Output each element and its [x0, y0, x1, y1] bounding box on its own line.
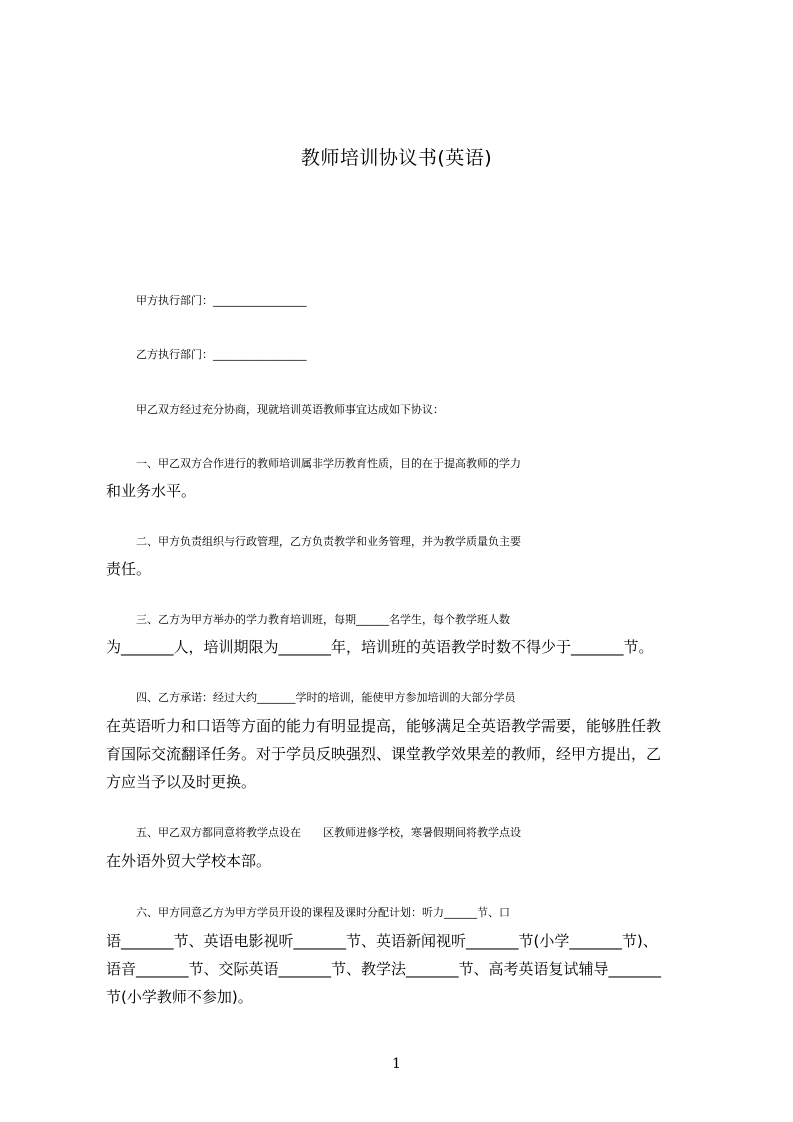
- clause-line: 育国际交流翻译任务。对于学员反映强烈、课堂教学效果差的教师，经甲方提出，乙: [106, 745, 662, 763]
- party-b-line: 乙方执行部门：_________________: [136, 348, 307, 361]
- clause-line: 二、甲方负责组织与行政管理，乙方负责教学和业务管理，并为教学质量负主要: [136, 535, 521, 548]
- clause-line: 四、乙方承诺：经过大约_______学时的培训，能使甲方参加培训的大部分学员: [136, 691, 516, 704]
- page-number: 1: [392, 1056, 401, 1072]
- clause-line: 和业务水平。: [106, 482, 197, 500]
- clause-line: 在外语外贸大学校本部。: [106, 852, 272, 870]
- clause-line: 方应当予以及时更换。: [106, 773, 257, 791]
- preamble: 甲乙双方经过充分协商，现就培训英语教师事宜达成如下协议：: [136, 403, 444, 416]
- clause-line: 语_______节、英语电影视听_______节、英语新闻视听_______节(小学_______节)、: [106, 932, 658, 950]
- clause-line: 为_______人，培训期限为_______年，培训班的英语教学时数不得少于_______节。: [106, 638, 654, 656]
- clause-line: 六、甲方同意乙方为甲方学员开设的课程及课时分配计划：听力______节、口: [136, 906, 510, 919]
- document-title: 教师培训协议书(英语): [300, 147, 493, 169]
- clause-line: 三、乙方为甲方举办的学力教育培训班，每期______名学生，每个教学班人数: [136, 613, 510, 626]
- clause-line: 五、甲乙双方都同意将教学点设在 区教师进修学校，寒暑假期间将教学点设: [136, 826, 521, 839]
- clause-line: 一、甲乙双方合作进行的教师培训属非学历教育性质，目的在于提高教师的学力: [136, 457, 521, 470]
- party-a-line: 甲方执行部门：_________________: [136, 294, 307, 307]
- clause-line: 在英语听力和口语等方面的能力有明显提高，能够满足全英语教学需要，能够胜任教: [106, 717, 662, 735]
- clause-line: 节(小学教师不参加)。: [106, 988, 253, 1006]
- clause-line: 语音_______节、交际英语_______节、教学法_______节、高考英语复试辅导_______: [106, 960, 662, 978]
- clause-line: 责任。: [106, 560, 152, 578]
